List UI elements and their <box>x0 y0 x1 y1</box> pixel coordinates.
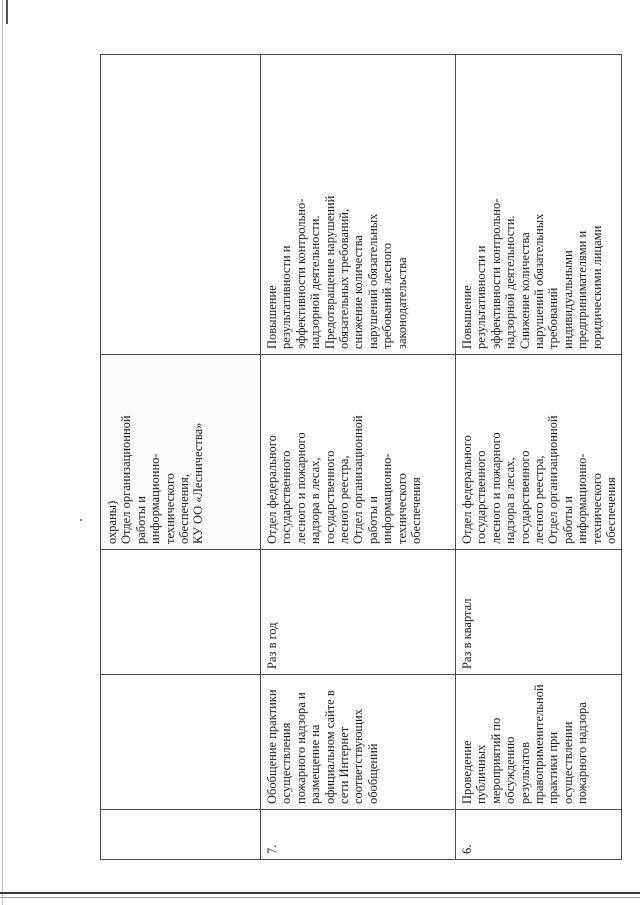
table-row <box>101 55 261 860</box>
scan-edge-line <box>2 0 3 905</box>
page-bottom-rule <box>0 892 640 894</box>
measures-table <box>100 54 622 860</box>
scan-edge-mark <box>6 0 8 24</box>
rotated-table-wrapper <box>100 55 619 860</box>
scan-speck <box>80 519 82 521</box>
cell-result: Повышение результативности и эффективности контрольно- надзорной деятельности. Снижение количества нарушений обязательных требований индивидуальными предпринимателями и юридическими лицами <box>456 55 622 355</box>
table-row <box>261 55 456 860</box>
cell-period <box>101 550 261 675</box>
cell-executors: Отдел федерального государственного лесного и пожарного надзора в лесах, государственного лесного реестра, Отдел организационной работы и информационно- технического обеспечения <box>456 355 622 550</box>
cell-number: 6. <box>456 810 622 860</box>
cell-executors: Отдел федерального государственного лесного и пожарного надзора в лесах, государственного лесного реестра, Отдел организационной работы и информационно- технического обеспечения <box>261 355 456 550</box>
cell-number <box>101 810 261 860</box>
cell-event: Проведение публичных мероприятий по обсуждению результатов правоприменительной практики при осуществлении пожарного надзора <box>456 675 622 810</box>
cell-event: Обобщение практики осуществления пожарного надзора и размещение на официальном сайте в сети Интернет соответствующих обобщений <box>261 675 456 810</box>
cell-executors: охраны) Отдел организационной работы и информационно- технического обеспечения, КУ ОО «Лесничества» <box>101 355 261 550</box>
page-bottom-rule-shadow <box>0 897 640 898</box>
table-row <box>456 55 622 860</box>
cell-period: Раз в квартал <box>456 550 622 675</box>
cell-event <box>101 675 261 810</box>
cell-period: Раз в год <box>261 550 456 675</box>
cell-number: 7. <box>261 810 456 860</box>
cell-result: Повышение результативности и эффективности контрольно- надзорной деятельности. Предотвращение нарушений обязательных требований, снижение количества нарушений обязательных требований лесного законодательства <box>261 55 456 355</box>
cell-result <box>101 55 261 355</box>
